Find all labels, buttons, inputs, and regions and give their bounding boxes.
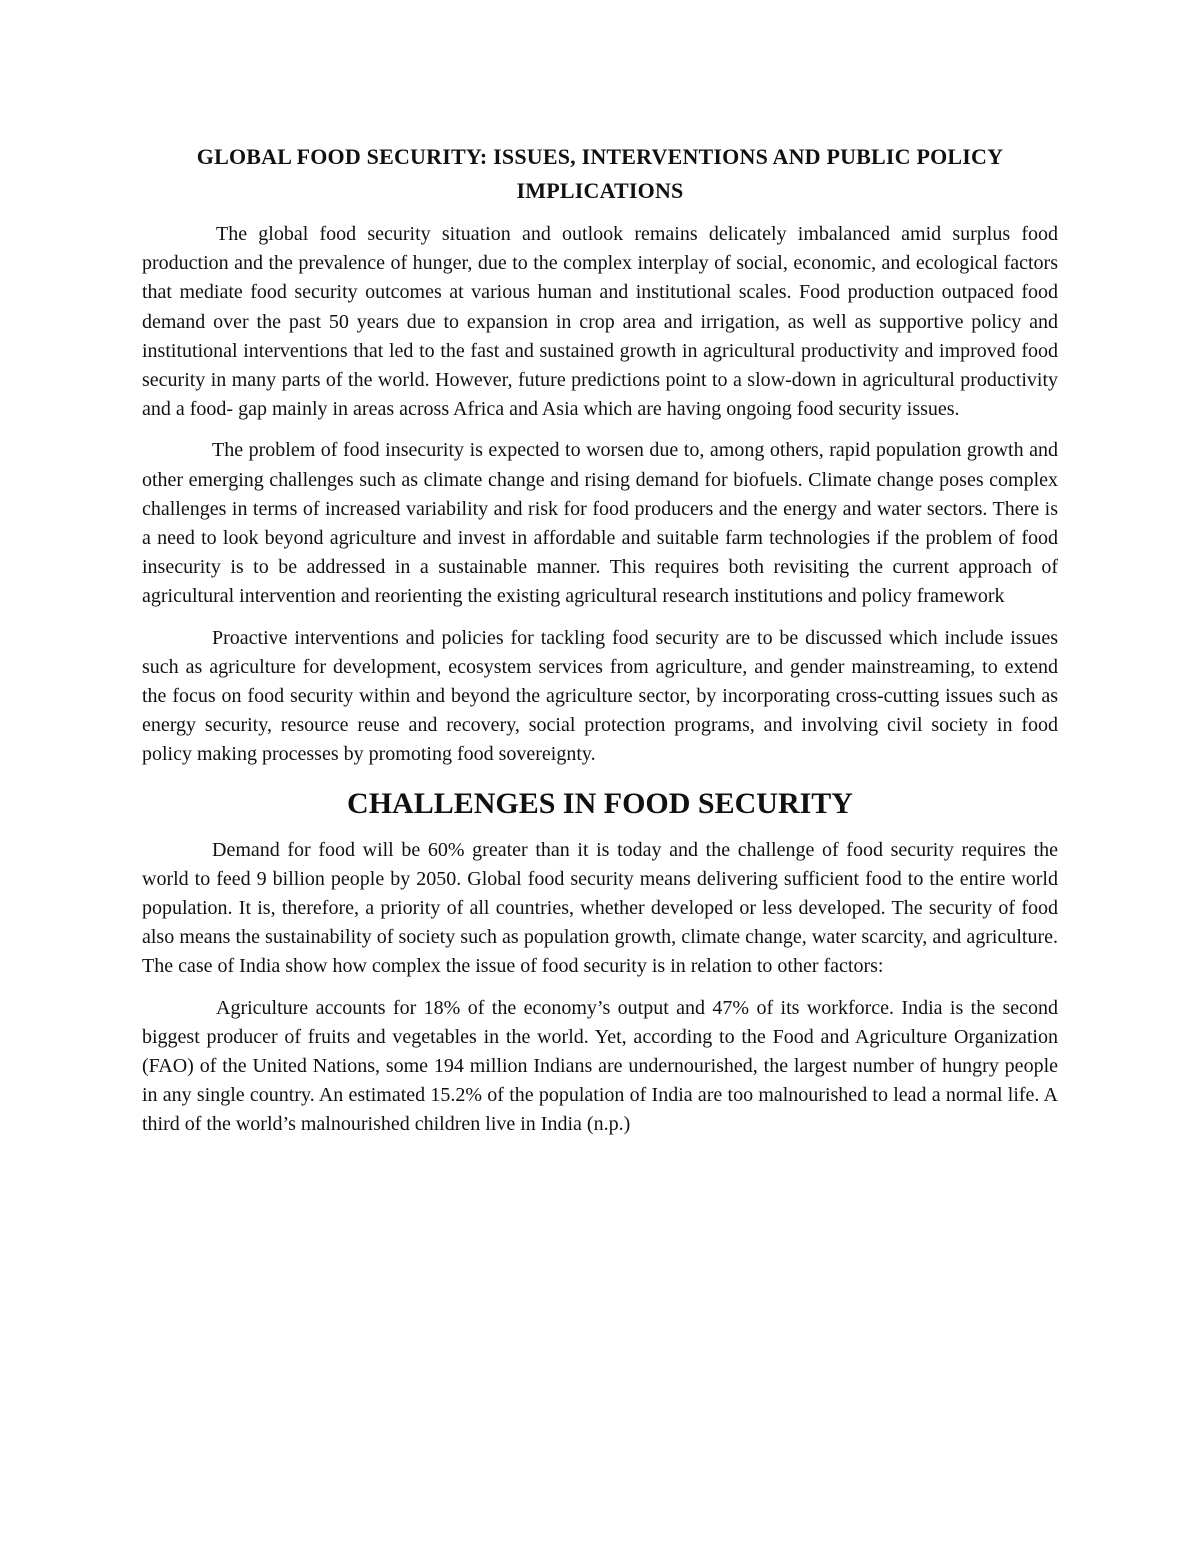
paragraph-india-case: Agriculture accounts for 18% of the economy’s output and 47% of its workforce. India is the second biggest producer of fruits and vegetables in the world. Yet, according to the Food and Agriculture Organization (FAO) of the United Nations, some 194 million Indians are undernourished, the largest number of hungry people in any single country. An estimated 15.2% of the population of India are too malnourished to lead a normal life. A third of the world’s malnourished children live in India (n.p.) [142,996,1058,1136]
paragraph-proactive-interventions: Proactive interventions and policies for tackling food security are to be discussed which include issues such as agriculture for development, ecosystem services from agriculture, and gender mainstreaming, to extend the focus on food security within and beyond the agriculture sector, by incorporating cross-cutting issues such as energy security, resource reuse and recovery, social protection programs, and involving civil society in food policy making processes by promoting food sovereignty. [142,626,1058,766]
paragraph-food-insecurity-problem: The problem of food insecurity is expected to worsen due to, among others, rapid population growth and other emerging challenges such as climate change and rising demand for biofuels. Climate change poses complex challenges in terms of increased variability and risk for food producers and the energy and water sectors. There is a need to look beyond agriculture and invest in affordable and suitable farm technologies if the problem of food insecurity is to be addressed in a sustainable manner. This requires both revisiting the current approach of agricultural intervention and reorienting the existing agricultural research institutions and policy framework [142,439,1058,608]
paragraph-food-demand: Demand for food will be 60% greater than it is today and the challenge of food security requires the world to feed 9 billion people by 2050. Global food security means delivering sufficient food to the entire world population. It is, therefore, a priority of all countries, whether developed or less developed. The security of food also means the sustainability of society such as population growth, climate change, water scarcity, and agriculture. The case of India show how complex the issue of food security is in relation to other factors: [142,838,1058,978]
document-title: GLOBAL FOOD SECURITY: ISSUES, INTERVENTIONS AND PUBLIC POLICY IMPLICATIONS [196,144,1004,203]
paragraph-food-security-outlook: The global food security situation and outlook remains delicately imbalanced amid surplus food production and the prevalence of hunger, due to the complex interplay of social, economic, and ecological factors that mediate food security outcomes at various human and institutional scales. Food production outpaced food demand over the past 50 years due to expansion in crop area and irrigation, as well as supportive policy and institutional interventions that led to the fast and sustained growth in agricultural productivity and improved food security in many parts of the world. However, future predictions point to a slow-down in agricultural productivity and a food- gap mainly in areas across Africa and Asia which are having ongoing food security issues. [142,223,1058,421]
section-title-challenges: CHALLENGES IN FOOD SECURITY [347,786,853,820]
document-page [142,140,1058,1152]
